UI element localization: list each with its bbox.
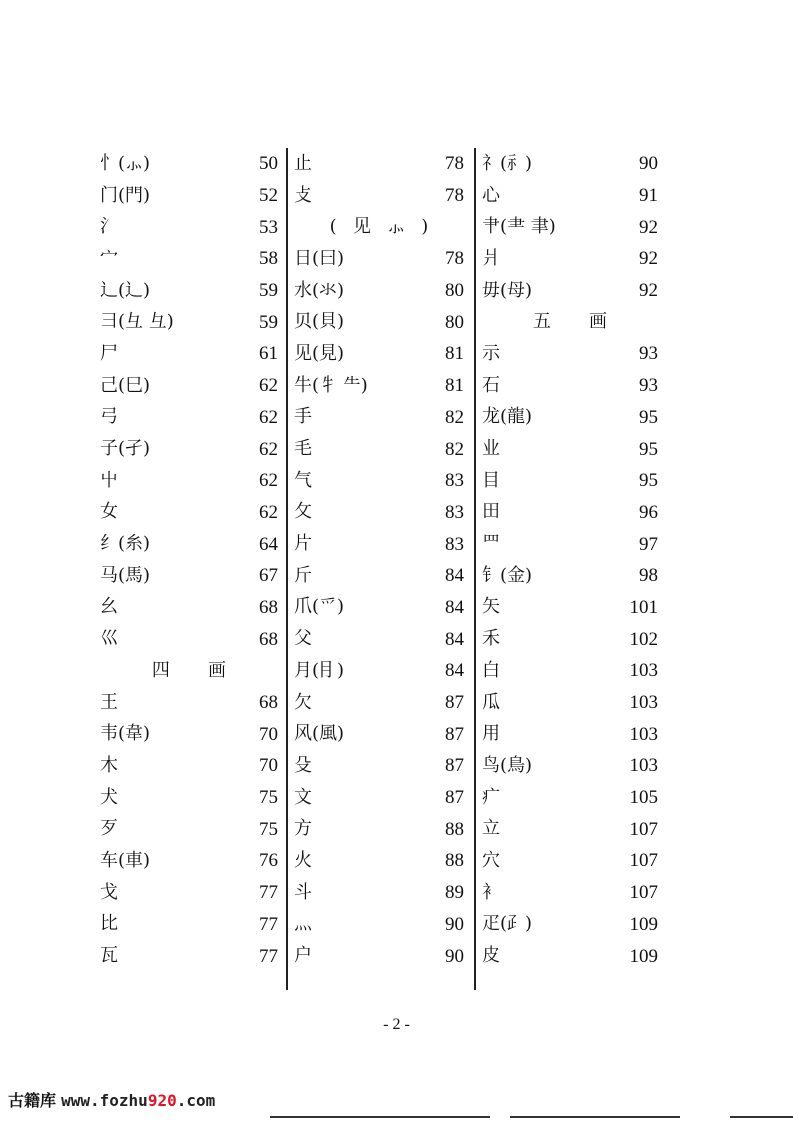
index-entry (482, 909, 658, 941)
index-entry (482, 148, 658, 180)
radical-label: 瓦 (100, 945, 118, 967)
index-entry (482, 592, 658, 624)
index-entry (294, 592, 464, 624)
index-entry (100, 465, 278, 497)
index-entry (100, 402, 278, 434)
page-ref: 70 (259, 755, 278, 777)
radical-label: 牛(牜 ⺧) (294, 374, 368, 396)
page-ref: 75 (259, 787, 278, 809)
radical-label: 辶(辶) (100, 279, 151, 301)
radical-label: 木 (100, 754, 118, 776)
index-entry (294, 148, 464, 180)
radical-label: 皮 (482, 945, 500, 967)
index-entry (482, 560, 658, 592)
radical-label: 月(⺝) (294, 659, 345, 681)
radical-label: 矢 (482, 596, 500, 618)
radical-label: 马(馬) (100, 564, 151, 586)
radical-label: 示 (482, 342, 500, 364)
radical-label: 石 (482, 374, 500, 396)
index-entry (100, 148, 278, 180)
index-entry (482, 528, 658, 560)
index-entry (482, 877, 658, 909)
index-entry (100, 275, 278, 307)
page-ref: 50 (259, 153, 278, 175)
radical-label: 手 (294, 406, 312, 428)
index-entry (100, 243, 278, 275)
radical-label: 比 (100, 913, 118, 935)
index-column (294, 148, 464, 972)
radical-label: 气 (294, 469, 312, 491)
index-entry (294, 465, 464, 497)
radical-label: 见(見) (294, 342, 345, 364)
index-entry (482, 370, 658, 402)
page-ref: 83 (445, 470, 464, 492)
page-ref: 77 (259, 945, 278, 967)
stroke-count-heading (482, 306, 658, 338)
page-ref: 91 (639, 185, 658, 207)
radical-label: 疒 (482, 786, 500, 808)
radical-label: 子(孑) (100, 438, 151, 460)
index-entry (100, 433, 278, 465)
footer-rule (730, 1116, 793, 1118)
radical-label: 贝(貝) (294, 311, 345, 333)
stroke-count-heading (100, 655, 278, 687)
index-entry (482, 211, 658, 243)
radical-label: 止 (294, 152, 312, 174)
radical-label: 心 (482, 184, 500, 206)
radical-label: 韦(韋) (100, 723, 151, 745)
index-entry (100, 718, 278, 750)
page-ref: 103 (629, 755, 658, 777)
page-ref: 82 (445, 438, 464, 460)
index-entry (482, 940, 658, 972)
page-ref: 62 (259, 470, 278, 492)
index-entry (100, 623, 278, 655)
index-entry (294, 338, 464, 370)
heading-label: (见⺗) (329, 216, 445, 238)
index-entry (100, 845, 278, 877)
index-entry (100, 180, 278, 212)
index-column (100, 148, 278, 972)
page-ref: 84 (445, 628, 464, 650)
index-entry (100, 370, 278, 402)
page-ref: 107 (629, 850, 658, 872)
radical-label: 水(氺) (294, 279, 345, 301)
radical-label: 片 (294, 533, 312, 555)
radical-label: 目 (482, 469, 500, 491)
page-ref: 84 (445, 596, 464, 618)
page-ref: 84 (445, 565, 464, 587)
page-number: - 2 - (383, 1016, 410, 1033)
index-entry (100, 560, 278, 592)
page-ref: 77 (259, 913, 278, 935)
page-ref: 87 (445, 692, 464, 714)
index-column (482, 148, 658, 972)
page-ref: 78 (445, 153, 464, 175)
index-entry (482, 655, 658, 687)
index-entry (294, 940, 464, 972)
radical-label: 穴 (482, 849, 500, 871)
radical-label: 彐(彑 彑) (100, 311, 174, 333)
page-ref: 87 (445, 723, 464, 745)
radical-label: 攵 (294, 501, 312, 523)
index-entry (294, 718, 464, 750)
page-ref: 109 (629, 913, 658, 935)
page-ref: 80 (445, 311, 464, 333)
index-entry (294, 909, 464, 941)
radical-label: 忄(⺗) (100, 152, 151, 174)
index-entry (100, 211, 278, 243)
stroke-count-heading (294, 211, 464, 243)
radical-label: 氵 (100, 216, 118, 238)
index-entry (294, 243, 464, 275)
radical-label: 疋(⺪) (482, 913, 533, 935)
radical-label: 肀(⺻ 聿) (482, 216, 556, 238)
radical-label: 钅(金) (482, 564, 533, 586)
heading-label: 五 画 (532, 311, 624, 333)
page-ref: 76 (259, 850, 278, 872)
radical-label: 车(車) (100, 849, 151, 871)
index-entry (482, 845, 658, 877)
radical-label: 爿 (482, 247, 500, 269)
page-ref: 103 (629, 723, 658, 745)
page-ref: 90 (445, 945, 464, 967)
page-ref: 59 (259, 280, 278, 302)
index-entry (294, 655, 464, 687)
radical-label: 屮 (100, 469, 118, 491)
page-ref: 53 (259, 216, 278, 238)
index-entry (294, 782, 464, 814)
index-entry (294, 497, 464, 529)
radical-label: 毋(母) (482, 279, 533, 301)
radical-label: 田 (482, 501, 500, 523)
index-entry (482, 338, 658, 370)
radical-label: 戈 (100, 881, 118, 903)
radical-label: 父 (294, 628, 312, 650)
page-ref: 87 (445, 787, 464, 809)
page-ref: 82 (445, 406, 464, 428)
index-entry (100, 592, 278, 624)
page-ref: 95 (639, 406, 658, 428)
page-ref: 107 (629, 882, 658, 904)
page-ref: 75 (259, 818, 278, 840)
page-ref: 88 (445, 850, 464, 872)
index-entry (482, 465, 658, 497)
index-entry (100, 687, 278, 719)
radical-label: 鸟(鳥) (482, 754, 533, 776)
radical-label: 禾 (482, 628, 500, 650)
radical-label: 衤 (482, 881, 500, 903)
radical-label: 灬 (294, 913, 312, 935)
radical-label: 罒 (482, 533, 500, 555)
page-ref: 96 (639, 501, 658, 523)
index-entry (482, 782, 658, 814)
watermark-url-part3: .com (176, 1091, 216, 1110)
index-entry (482, 275, 658, 307)
index-entry (294, 750, 464, 782)
page-ref: 109 (629, 945, 658, 967)
radical-label: 业 (482, 438, 500, 460)
page-ref: 68 (259, 692, 278, 714)
page-ref: 81 (445, 343, 464, 365)
page-ref: 64 (259, 533, 278, 555)
radical-label: 斤 (294, 564, 312, 586)
radical-label: 礻(⺬) (482, 152, 533, 174)
radical-label: 用 (482, 723, 500, 745)
index-entry (100, 940, 278, 972)
page-ref: 62 (259, 406, 278, 428)
site-watermark[interactable] (8, 1088, 215, 1111)
page-ref: 67 (259, 565, 278, 587)
radical-label: 风(風) (294, 723, 345, 745)
index-entry (100, 497, 278, 529)
radical-label: 瓜 (482, 691, 500, 713)
page-ref: 78 (445, 248, 464, 270)
radical-label: 尸 (100, 342, 118, 364)
index-entry (294, 402, 464, 434)
radical-label: 户 (294, 945, 312, 967)
radical-label: 攴 (294, 184, 312, 206)
page-ref: 93 (639, 343, 658, 365)
radical-label: 犬 (100, 786, 118, 808)
page-ref: 103 (629, 660, 658, 682)
radical-label: 方 (294, 818, 312, 840)
index-entry (294, 687, 464, 719)
radical-label: 龙(龍) (482, 406, 533, 428)
page-ref: 83 (445, 501, 464, 523)
page-ref: 83 (445, 533, 464, 555)
radical-label: 弓 (100, 406, 118, 428)
page-ref: 80 (445, 280, 464, 302)
radical-label: 幺 (100, 596, 118, 618)
page-ref: 68 (259, 596, 278, 618)
index-entry (482, 433, 658, 465)
page-ref: 90 (445, 913, 464, 935)
page-ref: 87 (445, 755, 464, 777)
page-ref: 97 (639, 533, 658, 555)
index-entry (100, 750, 278, 782)
page-ref: 59 (259, 311, 278, 333)
index-entry (100, 306, 278, 338)
radical-label: 女 (100, 501, 118, 523)
index-entry (294, 877, 464, 909)
index-entry (482, 718, 658, 750)
heading-label: 四 画 (151, 659, 243, 681)
page-ref: 89 (445, 882, 464, 904)
page-ref: 78 (445, 185, 464, 207)
index-entry (482, 623, 658, 655)
index-entry (294, 560, 464, 592)
page-ref: 84 (445, 660, 464, 682)
page-ref: 77 (259, 882, 278, 904)
index-entry (482, 402, 658, 434)
page-ref: 62 (259, 375, 278, 397)
index-entry (294, 370, 464, 402)
footer-rule (270, 1116, 490, 1118)
radical-label: 日(曰) (294, 247, 345, 269)
index-entry (294, 275, 464, 307)
index-entry (482, 687, 658, 719)
index-entry (294, 813, 464, 845)
page-ref: 92 (639, 280, 658, 302)
index-entry (482, 243, 658, 275)
page-ref: 102 (629, 628, 658, 650)
page-ref: 70 (259, 723, 278, 745)
index-entry (482, 180, 658, 212)
index-entry (100, 909, 278, 941)
page-ref: 101 (629, 596, 658, 618)
index-entry (100, 877, 278, 909)
index-entry (100, 338, 278, 370)
page-ref: 62 (259, 438, 278, 460)
page-ref: 68 (259, 628, 278, 650)
radical-label: 宀 (100, 247, 118, 269)
radical-label: 火 (294, 849, 312, 871)
index-entry (100, 782, 278, 814)
index-entry (294, 180, 464, 212)
radical-label: 欠 (294, 691, 312, 713)
page-ref: 52 (259, 185, 278, 207)
radical-label: 王 (100, 691, 118, 713)
radical-label: 爪(爫) (294, 596, 345, 618)
index-entry (482, 497, 658, 529)
page-ref: 107 (629, 818, 658, 840)
radical-label: 己(巳) (100, 374, 151, 396)
page-ref: 105 (629, 787, 658, 809)
page-ref: 90 (639, 153, 658, 175)
index-entry (100, 528, 278, 560)
index-entry (482, 813, 658, 845)
page-ref: 92 (639, 248, 658, 270)
index-entry (294, 528, 464, 560)
radical-label: 纟(糸) (100, 533, 151, 555)
radical-label: 白 (482, 659, 500, 681)
radical-label: 歹 (100, 818, 118, 840)
index-entry (100, 813, 278, 845)
radical-label: 门(門) (100, 184, 151, 206)
watermark-site-name: 古籍库 (8, 1091, 57, 1110)
page-ref: 58 (259, 248, 278, 270)
index-entry (294, 845, 464, 877)
watermark-url-part1: www.fozhu (61, 1091, 148, 1110)
radical-label: 殳 (294, 754, 312, 776)
page-ref: 88 (445, 818, 464, 840)
index-entry (482, 750, 658, 782)
page-ref: 95 (639, 438, 658, 460)
radical-label: 立 (482, 818, 500, 840)
page-ref: 61 (259, 343, 278, 365)
page-ref: 92 (639, 216, 658, 238)
footer-rule (510, 1116, 680, 1118)
column-divider (474, 148, 476, 990)
radical-label: 文 (294, 786, 312, 808)
page-ref: 93 (639, 375, 658, 397)
page-ref: 103 (629, 692, 658, 714)
radical-label: 斗 (294, 881, 312, 903)
index-entry (294, 433, 464, 465)
radical-label: 毛 (294, 438, 312, 460)
watermark-url-part2: 920 (147, 1091, 177, 1110)
index-entry (294, 623, 464, 655)
page-ref: 81 (445, 375, 464, 397)
radical-label: 巛 (100, 628, 118, 650)
page-ref: 95 (639, 470, 658, 492)
column-divider (286, 148, 288, 990)
page-ref: 62 (259, 501, 278, 523)
index-entry (294, 306, 464, 338)
page-ref: 98 (639, 565, 658, 587)
